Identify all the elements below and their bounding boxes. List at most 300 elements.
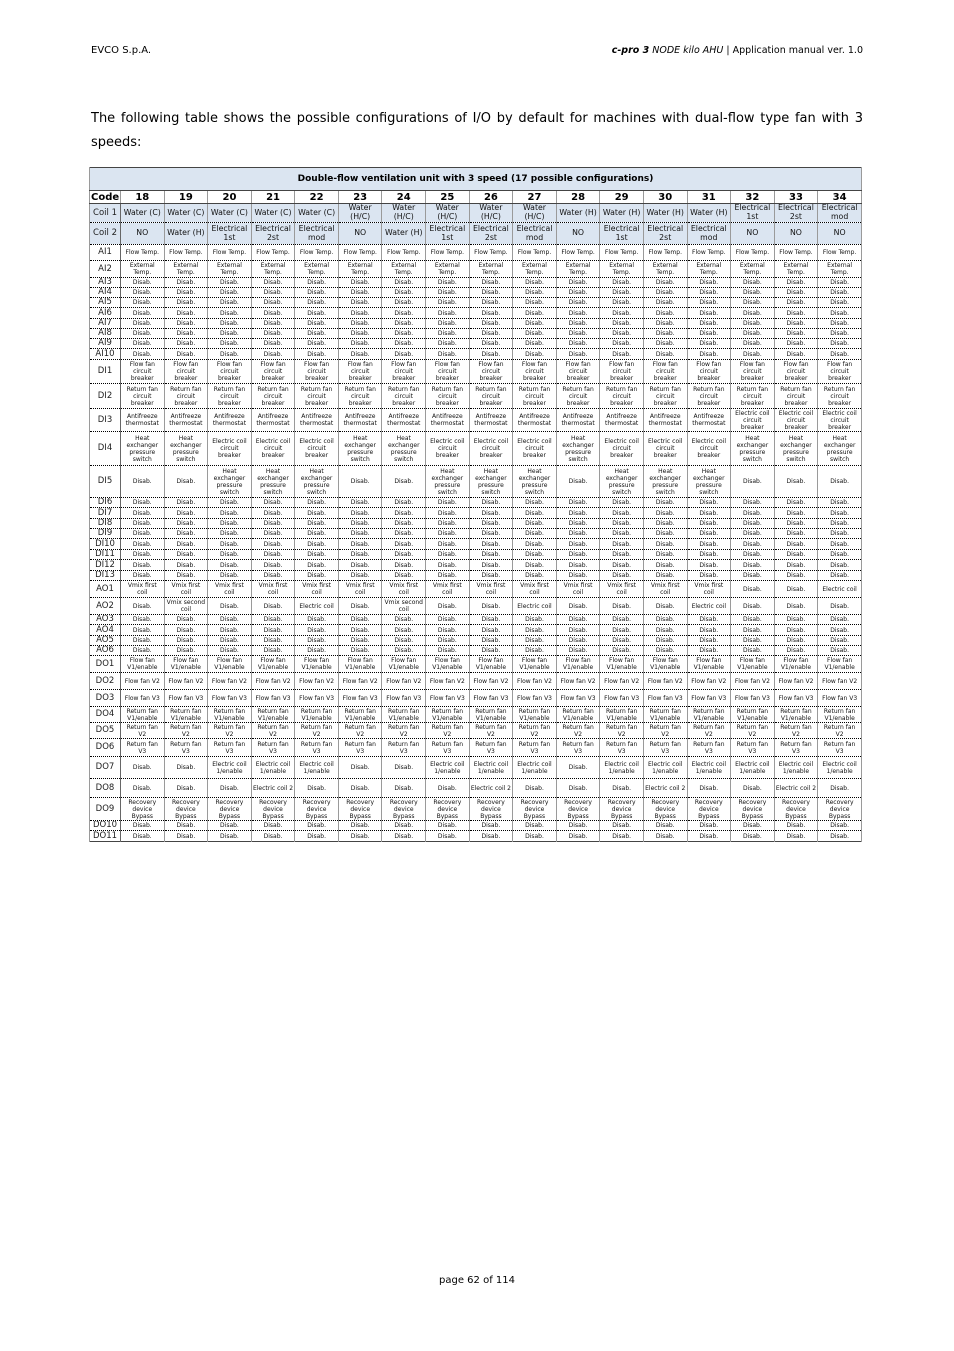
table-cell: Return fan V1/enable xyxy=(295,707,339,723)
table-row xyxy=(90,550,862,560)
table-cell: Disab. xyxy=(251,821,295,831)
table-cell: Disab. xyxy=(295,529,339,539)
table-cell: Return fan circuit breaker xyxy=(513,384,557,409)
table-cell: Disab. xyxy=(164,779,208,798)
row-code: DI7 xyxy=(90,508,121,519)
table-cell: Flow fan circuit breaker xyxy=(731,360,775,384)
table-cell: Water (H/C) xyxy=(382,204,426,223)
table-cell: Return fan circuit breaker xyxy=(731,384,775,409)
code-column-header: Code xyxy=(91,191,120,203)
table-cell: Vmix first coil xyxy=(687,581,731,598)
table-cell: Disab. xyxy=(295,821,339,831)
table-cell: Electric coil 1/enable xyxy=(295,757,339,779)
table-cell: Return fan V1/enable xyxy=(513,707,557,723)
table-cell: Disab. xyxy=(251,298,295,308)
table-row xyxy=(90,409,862,432)
table-cell: Disab. xyxy=(643,508,687,519)
table-row xyxy=(90,261,862,278)
table-cell: Disab. xyxy=(426,539,470,550)
table-cell: Disab. xyxy=(338,571,382,581)
table-cell: Disab. xyxy=(818,821,862,831)
table-cell: Disab. xyxy=(600,278,644,288)
table-cell: Disab. xyxy=(600,498,644,508)
table-cell: Disab. xyxy=(774,571,818,581)
row-code: DO2 xyxy=(90,673,121,690)
table-row xyxy=(90,384,862,409)
table-cell: Vmix first coil xyxy=(251,581,295,598)
table-cell: Disab. xyxy=(164,508,208,519)
table-cell: Disab. xyxy=(338,636,382,646)
table-cell: Disab. xyxy=(687,508,731,519)
table-cell: Disab. xyxy=(600,831,644,842)
table-cell: External Temp. xyxy=(643,261,687,278)
table-cell: Disab. xyxy=(643,625,687,636)
table-cell: Disab. xyxy=(731,831,775,842)
table-cell: Disab. xyxy=(251,278,295,288)
table-cell: Electric coil 1/enable xyxy=(469,757,513,779)
table-cell: Disab. xyxy=(251,598,295,615)
table-cell: Disab. xyxy=(382,519,426,529)
table-cell: Disab. xyxy=(643,571,687,581)
configuration-code-header: 26 xyxy=(469,191,513,204)
table-cell: Disab. xyxy=(164,498,208,508)
table-cell: External Temp. xyxy=(295,261,339,278)
table-cell: Vmix first coil xyxy=(600,581,644,598)
table-cell: Disab. xyxy=(643,278,687,288)
table-cell: Water (H/C) xyxy=(513,204,557,223)
table-cell: Water (H) xyxy=(643,204,687,223)
table-cell: Disab. xyxy=(338,615,382,625)
table-cell: Disab. xyxy=(164,571,208,581)
table-cell: Disab. xyxy=(338,779,382,798)
table-cell: Vmix first coil xyxy=(643,581,687,598)
table-row xyxy=(90,690,862,707)
table-cell: Disab. xyxy=(121,598,165,615)
table-cell: Disab. xyxy=(687,636,731,646)
table-cell: Recovery device Bypass xyxy=(251,798,295,821)
table-row xyxy=(90,636,862,646)
row-code: DI12 xyxy=(90,560,121,571)
table-cell: Return fan circuit breaker xyxy=(208,384,252,409)
table-row xyxy=(90,757,862,779)
table-cell: Disab. xyxy=(774,550,818,560)
table-cell: Disab. xyxy=(513,519,557,529)
table-row xyxy=(90,308,862,319)
table-cell: Disab. xyxy=(338,550,382,560)
table-cell: Disab. xyxy=(426,646,470,656)
table-cell: Heat exchanger pressure switch xyxy=(731,432,775,466)
table-cell: Disab. xyxy=(208,550,252,560)
configuration-code-header: 27 xyxy=(513,191,557,204)
table-cell: Flow Temp. xyxy=(731,245,775,261)
configuration-code-header: 32 xyxy=(731,191,775,204)
table-row xyxy=(90,539,862,550)
table-cell: Antifreeze thermostat xyxy=(513,409,557,432)
table-row xyxy=(90,646,862,656)
table-cell: Disab. xyxy=(382,508,426,519)
table-cell: Disab. xyxy=(208,519,252,529)
table-cell: Disab. xyxy=(382,308,426,319)
table-cell: Disab. xyxy=(426,636,470,646)
table-cell: Disab. xyxy=(556,308,600,319)
table-cell: Recovery device Bypass xyxy=(600,798,644,821)
table-cell: Disab. xyxy=(600,560,644,571)
configuration-code-header: 25 xyxy=(426,191,470,204)
table-cell: Disab. xyxy=(818,498,862,508)
table-cell: Vmix second coil xyxy=(164,598,208,615)
table-cell: Recovery device Bypass xyxy=(469,798,513,821)
table-cell: Disab. xyxy=(338,288,382,298)
table-row xyxy=(90,560,862,571)
table-cell: Disab. xyxy=(469,349,513,360)
table-cell: Flow fan V1/enable xyxy=(731,656,775,673)
table-cell: Disab. xyxy=(818,615,862,625)
table-cell: Disab. xyxy=(731,529,775,539)
table-cell: Disab. xyxy=(600,529,644,539)
table-cell: Disab. xyxy=(513,308,557,319)
table-cell: Disab. xyxy=(513,560,557,571)
row-code: DI1 xyxy=(90,360,121,384)
table-cell: Disab. xyxy=(251,539,295,550)
table-cell: Vmix first coil xyxy=(469,581,513,598)
table-cell: Disab. xyxy=(469,519,513,529)
table-cell: Disab. xyxy=(164,329,208,339)
table-cell: Electric coil xyxy=(513,598,557,615)
table-row xyxy=(90,821,862,831)
table-cell: Vmix first coil xyxy=(208,581,252,598)
table-cell: Heat exchanger pressure switch xyxy=(643,466,687,498)
table-cell: Electrical 2st xyxy=(251,223,295,245)
configuration-code-header: 22 xyxy=(295,191,339,204)
table-cell: Disab. xyxy=(818,288,862,298)
configuration-code-header: 28 xyxy=(556,191,600,204)
table-cell: NO xyxy=(556,223,600,245)
table-cell: Disab. xyxy=(251,319,295,329)
table-cell: Disab. xyxy=(251,508,295,519)
table-cell: Electric coil 1/enable xyxy=(513,757,557,779)
row-code: AI6 xyxy=(90,308,121,319)
table-cell: Disab. xyxy=(687,339,731,349)
table-cell: Flow fan V3 xyxy=(382,690,426,707)
table-title-row xyxy=(90,168,862,191)
table-row xyxy=(90,707,862,723)
row-code: AI7 xyxy=(90,319,121,329)
table-cell: Vmix first coil xyxy=(338,581,382,598)
table-cell: Disab. xyxy=(643,539,687,550)
table-cell: Return fan V3 xyxy=(731,739,775,757)
table-cell: Electric coil 1/enable xyxy=(687,757,731,779)
table-cell: Return fan V3 xyxy=(818,739,862,757)
table-cell: Disab. xyxy=(164,757,208,779)
table-cell: Disab. xyxy=(121,339,165,349)
table-cell: Flow fan V1/enable xyxy=(251,656,295,673)
table-cell: Disab. xyxy=(600,615,644,625)
table-cell: Disab. xyxy=(556,508,600,519)
table-cell: Return fan circuit breaker xyxy=(687,384,731,409)
table-cell: Disab. xyxy=(818,278,862,288)
table-cell: Return fan circuit breaker xyxy=(600,384,644,409)
table-cell: Disab. xyxy=(600,349,644,360)
table-cell: Disab. xyxy=(774,319,818,329)
table-cell: Disab. xyxy=(121,550,165,560)
row-code: DO9 xyxy=(90,798,121,821)
table-cell: Flow fan V1/enable xyxy=(208,656,252,673)
table-cell: Flow fan V2 xyxy=(774,673,818,690)
table-cell: Disab. xyxy=(426,571,470,581)
table-cell: Electrical 2st xyxy=(643,223,687,245)
table-cell: Antifreeze thermostat xyxy=(426,409,470,432)
table-cell: Electrical 2st xyxy=(774,204,818,223)
table-cell: Heat exchanger pressure switch xyxy=(469,466,513,498)
table-cell: Disab. xyxy=(513,550,557,560)
table-cell: Disab. xyxy=(774,598,818,615)
table-cell: Disab. xyxy=(164,288,208,298)
table-cell: Disab. xyxy=(731,349,775,360)
table-cell: Electric coil 1/enable xyxy=(731,757,775,779)
row-code: DI9 xyxy=(90,529,121,539)
table-row xyxy=(90,615,862,625)
table-cell: Disab. xyxy=(556,529,600,539)
table-cell: Disab. xyxy=(251,349,295,360)
table-cell: Disab. xyxy=(774,339,818,349)
table-cell: Flow fan V2 xyxy=(469,673,513,690)
table-cell: Disab. xyxy=(469,498,513,508)
table-cell: Electric coil circuit breaker xyxy=(818,409,862,432)
table-cell: Disab. xyxy=(556,539,600,550)
table-cell: Flow fan V1/enable xyxy=(513,656,557,673)
table-cell: Disab. xyxy=(556,519,600,529)
table-cell: Electrical mod xyxy=(295,223,339,245)
table-cell: Antifreeze thermostat xyxy=(164,409,208,432)
table-cell: Disab. xyxy=(121,625,165,636)
row-code: DO7 xyxy=(90,757,121,779)
table-cell: Return fan V1/enable xyxy=(818,707,862,723)
table-cell: Return fan V2 xyxy=(643,723,687,739)
table-cell: Disab. xyxy=(382,821,426,831)
table-cell: Disab. xyxy=(121,329,165,339)
table-cell: Disab. xyxy=(731,498,775,508)
table-cell: Disab. xyxy=(121,508,165,519)
table-cell: Disab. xyxy=(251,625,295,636)
table-cell: Return fan V2 xyxy=(121,723,165,739)
table-cell: Disab. xyxy=(600,646,644,656)
table-cell: Disab. xyxy=(687,329,731,339)
row-code: AI4 xyxy=(90,288,121,298)
table-cell: Disab. xyxy=(469,550,513,560)
table-cell: Disab. xyxy=(469,508,513,519)
table-cell: Disab. xyxy=(513,571,557,581)
table-cell: Disab. xyxy=(513,339,557,349)
table-cell: Disab. xyxy=(687,831,731,842)
table-cell: Return fan circuit breaker xyxy=(556,384,600,409)
table-cell: Disab. xyxy=(687,646,731,656)
table-cell: Flow fan V3 xyxy=(469,690,513,707)
table-cell: Disab. xyxy=(121,519,165,529)
table-cell: Electrical 1st xyxy=(426,223,470,245)
table-cell: Disab. xyxy=(731,278,775,288)
table-cell: Disab. xyxy=(600,550,644,560)
table-cell: Vmix first coil xyxy=(121,581,165,598)
table-cell: Disab. xyxy=(513,329,557,339)
table-cell: Disab. xyxy=(121,288,165,298)
table-cell: NO xyxy=(731,223,775,245)
table-cell: Disab. xyxy=(295,779,339,798)
table-cell: Flow fan V2 xyxy=(687,673,731,690)
table-row xyxy=(90,723,862,739)
table-cell: Flow fan circuit breaker xyxy=(295,360,339,384)
table-cell: Flow Temp. xyxy=(513,245,557,261)
table-cell: Disab. xyxy=(208,508,252,519)
table-cell: Vmix first coil xyxy=(556,581,600,598)
table-cell: Disab. xyxy=(731,625,775,636)
table-cell: Disab. xyxy=(818,636,862,646)
table-row xyxy=(90,508,862,519)
table-cell: Recovery device Bypass xyxy=(164,798,208,821)
table-cell: NO xyxy=(338,223,382,245)
table-cell: Disab. xyxy=(426,550,470,560)
table-cell: Flow fan V2 xyxy=(426,673,470,690)
table-cell: Flow Temp. xyxy=(687,245,731,261)
table-cell: Return fan V3 xyxy=(643,739,687,757)
table-cell: Flow fan V1/enable xyxy=(600,656,644,673)
table-cell: Disab. xyxy=(731,646,775,656)
table-cell: Disab. xyxy=(556,636,600,646)
row-code: DI11 xyxy=(90,550,121,560)
table-cell: Disab. xyxy=(469,821,513,831)
table-cell: Disab. xyxy=(556,625,600,636)
table-cell: Disab. xyxy=(208,779,252,798)
io-table-body xyxy=(90,204,862,842)
configuration-code-header: 20 xyxy=(208,191,252,204)
table-cell: Disab. xyxy=(469,298,513,308)
table-cell: Return fan V2 xyxy=(687,723,731,739)
table-cell: Disab. xyxy=(643,646,687,656)
row-code: AI1 xyxy=(90,245,121,261)
table-cell: Disab. xyxy=(731,550,775,560)
table-cell: Disab. xyxy=(469,598,513,615)
table-cell: Disab. xyxy=(556,288,600,298)
row-code: DO8 xyxy=(90,779,121,798)
table-cell: Disab. xyxy=(731,329,775,339)
table-cell: Disab. xyxy=(426,308,470,319)
row-code: DO11 xyxy=(90,831,121,842)
table-cell: Flow Temp. xyxy=(600,245,644,261)
table-cell: Heat exchanger pressure switch xyxy=(295,466,339,498)
table-cell: Disab. xyxy=(382,329,426,339)
table-cell: Vmix second coil xyxy=(382,598,426,615)
table-cell: Flow fan V2 xyxy=(556,673,600,690)
table-cell: Disab. xyxy=(818,560,862,571)
table-cell: Disab. xyxy=(600,539,644,550)
table-cell: Return fan circuit breaker xyxy=(643,384,687,409)
table-cell: Flow fan circuit breaker xyxy=(600,360,644,384)
row-code: DI8 xyxy=(90,519,121,529)
table-cell: Disab. xyxy=(208,646,252,656)
table-cell: Disab. xyxy=(295,319,339,329)
row-code: AO3 xyxy=(90,615,121,625)
row-code: DI2 xyxy=(90,384,121,409)
table-cell: Disab. xyxy=(774,646,818,656)
io-config-table xyxy=(89,167,862,842)
table-cell: Disab. xyxy=(731,319,775,329)
table-cell: Disab. xyxy=(600,508,644,519)
table-cell: Disab. xyxy=(121,821,165,831)
table-cell: Disab. xyxy=(164,615,208,625)
table-cell: Flow fan V3 xyxy=(513,690,557,707)
table-cell: Flow fan V3 xyxy=(251,690,295,707)
table-cell: Disab. xyxy=(774,298,818,308)
table-cell: Water (H/C) xyxy=(469,204,513,223)
table-cell: Disab. xyxy=(469,625,513,636)
table-cell: Disab. xyxy=(121,298,165,308)
table-cell: Return fan V3 xyxy=(687,739,731,757)
table-cell: Return fan V2 xyxy=(208,723,252,739)
table-cell: Disab. xyxy=(426,529,470,539)
table-cell: Disab. xyxy=(295,560,339,571)
table-cell: Electric coil circuit breaker xyxy=(469,432,513,466)
table-cell: Disab. xyxy=(731,298,775,308)
table-cell: Disab. xyxy=(556,550,600,560)
table-cell: Disab. xyxy=(469,615,513,625)
table-row xyxy=(90,529,862,539)
table-cell: Disab. xyxy=(731,581,775,598)
table-cell: Antifreeze thermostat xyxy=(600,409,644,432)
table-cell: Flow fan V1/enable xyxy=(382,656,426,673)
table-row xyxy=(90,598,862,615)
table-cell: Disab. xyxy=(382,625,426,636)
table-cell: NO xyxy=(121,223,165,245)
table-cell: Flow fan V1/enable xyxy=(818,656,862,673)
table-cell: Flow Temp. xyxy=(556,245,600,261)
row-code: Coil 1 xyxy=(90,204,121,223)
table-cell: Flow fan V1/enable xyxy=(469,656,513,673)
table-cell: Heat exchanger pressure switch xyxy=(556,432,600,466)
table-cell: Disab. xyxy=(600,625,644,636)
table-cell: Disab. xyxy=(208,539,252,550)
table-cell: Antifreeze thermostat xyxy=(338,409,382,432)
table-cell: Electric coil 2 xyxy=(469,779,513,798)
table-cell: Disab. xyxy=(338,308,382,319)
table-cell: Return fan V2 xyxy=(469,723,513,739)
table-cell: Disab. xyxy=(818,319,862,329)
table-cell: Electrical mod xyxy=(513,223,557,245)
table-row xyxy=(90,779,862,798)
table-cell: Disab. xyxy=(338,625,382,636)
table-cell: Disab. xyxy=(600,519,644,529)
table-cell: Return fan V1/enable xyxy=(164,707,208,723)
table-cell: Flow fan V1/enable xyxy=(121,656,165,673)
table-cell: Disab. xyxy=(338,349,382,360)
table-row xyxy=(90,223,862,245)
configuration-code-header: 23 xyxy=(338,191,382,204)
table-cell: Flow fan circuit breaker xyxy=(121,360,165,384)
table-cell: Disab. xyxy=(774,821,818,831)
table-cell: Disab. xyxy=(382,288,426,298)
table-cell: Disab. xyxy=(818,349,862,360)
table-cell: Flow fan V3 xyxy=(818,690,862,707)
table-cell: Disab. xyxy=(600,821,644,831)
row-code: AO4 xyxy=(90,625,121,636)
table-cell: Disab. xyxy=(208,308,252,319)
table-cell: Disab. xyxy=(469,646,513,656)
table-cell: Return fan V2 xyxy=(338,723,382,739)
table-cell: Electric coil 1/enable xyxy=(426,757,470,779)
table-cell: Disab. xyxy=(251,288,295,298)
page-number: page 62 of 114 xyxy=(439,1275,515,1286)
table-cell: Vmix first coil xyxy=(295,581,339,598)
table-cell: Disab. xyxy=(295,508,339,519)
table-cell: Disab. xyxy=(469,560,513,571)
